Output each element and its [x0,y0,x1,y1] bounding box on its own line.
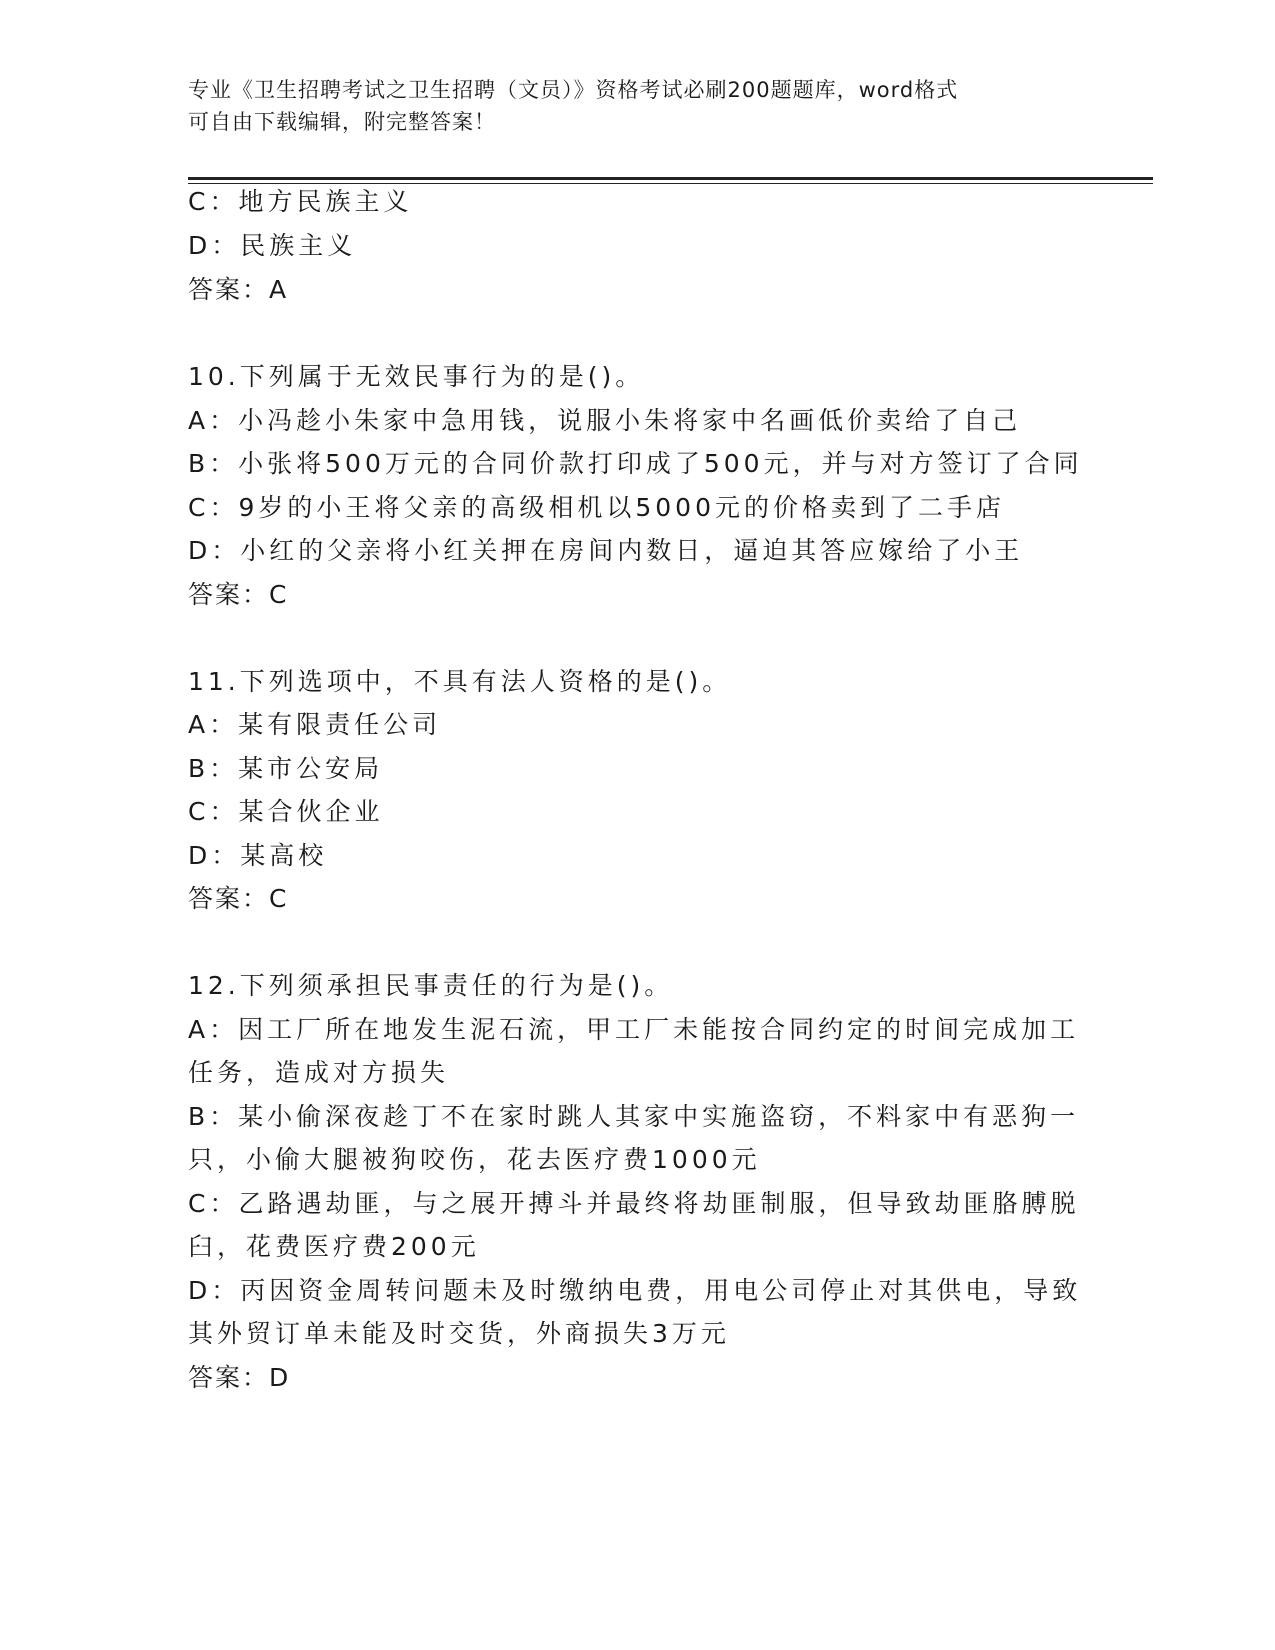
q11-answer: 答案：C [188,884,289,913]
q12-option-d-line-1: D：丙因资金周转问题未及时缴纳电费，用电公司停止对其供电，导致 [188,1276,1082,1305]
q12-option-c-line-2: 臼，花费医疗费200元 [188,1232,480,1261]
q12-option-b-line-1: B：某小偷深夜趁丁不在家时跳人其家中实施盗窃，不料家中有恶狗一 [188,1102,1080,1131]
q11-stem: 11.下列选项中，不具有法人资格的是()。 [188,667,732,696]
q12-option-a-line-1: A：因工厂所在地发生泥石流，甲工厂未能按合同约定的时间完成加工 [188,1015,1080,1044]
header-title-line-1: 专业《卫生招聘考试之卫生招聘（文员）》资格考试必刷200题题库，word格式 [188,78,959,102]
q10-option-b: B：小张将500万元的合同价款打印成了500元，并与对方签订了合同 [188,449,1083,478]
q10-option-a: A：小冯趁小朱家中急用钱，说服小朱将家中名画低价卖给了自己 [188,406,1022,435]
q12-answer: 答案：D [188,1363,291,1392]
q10-stem: 10.下列属于无效民事行为的是()。 [188,362,645,391]
q12-option-b-line-2: 只，小偷大腿被狗咬伤，花去医疗费1000元 [188,1145,761,1174]
prev-option-d: D：民族主义 [188,231,357,260]
q11-option-a: A：某有限责任公司 [188,710,442,739]
q10-option-d: D：小红的父亲将小红关押在房间内数日，逼迫其答应嫁给了小王 [188,536,1024,565]
q12-option-d-line-2: 其外贸订单未能及时交货，外商损失3万元 [188,1319,730,1348]
q12-option-c-line-1: C：乙路遇劫匪，与之展开搏斗并最终将劫匪制服，但导致劫匪胳膊脱 [188,1189,1080,1218]
document-header [188,74,1088,138]
q10-answer: 答案：C [188,580,289,609]
prev-option-c: C：地方民族主义 [188,187,413,216]
q12-stem: 12.下列须承担民事责任的行为是()。 [188,971,674,1000]
q11-option-b: B：某市公安局 [188,754,384,783]
header-rule-thick [188,177,1153,180]
q11-option-c: C：某合伙企业 [188,797,384,826]
q10-option-c: C：9岁的小王将父亲的高级相机以5000元的价格卖到了二手店 [188,493,1005,522]
header-title-line-2: 可自由下载编辑，附完整答案！ [188,110,496,134]
q11-option-d: D：某高校 [188,841,328,870]
q12-option-a-line-2: 任务，造成对方损失 [188,1058,450,1087]
prev-answer: 答案：A [188,275,289,304]
